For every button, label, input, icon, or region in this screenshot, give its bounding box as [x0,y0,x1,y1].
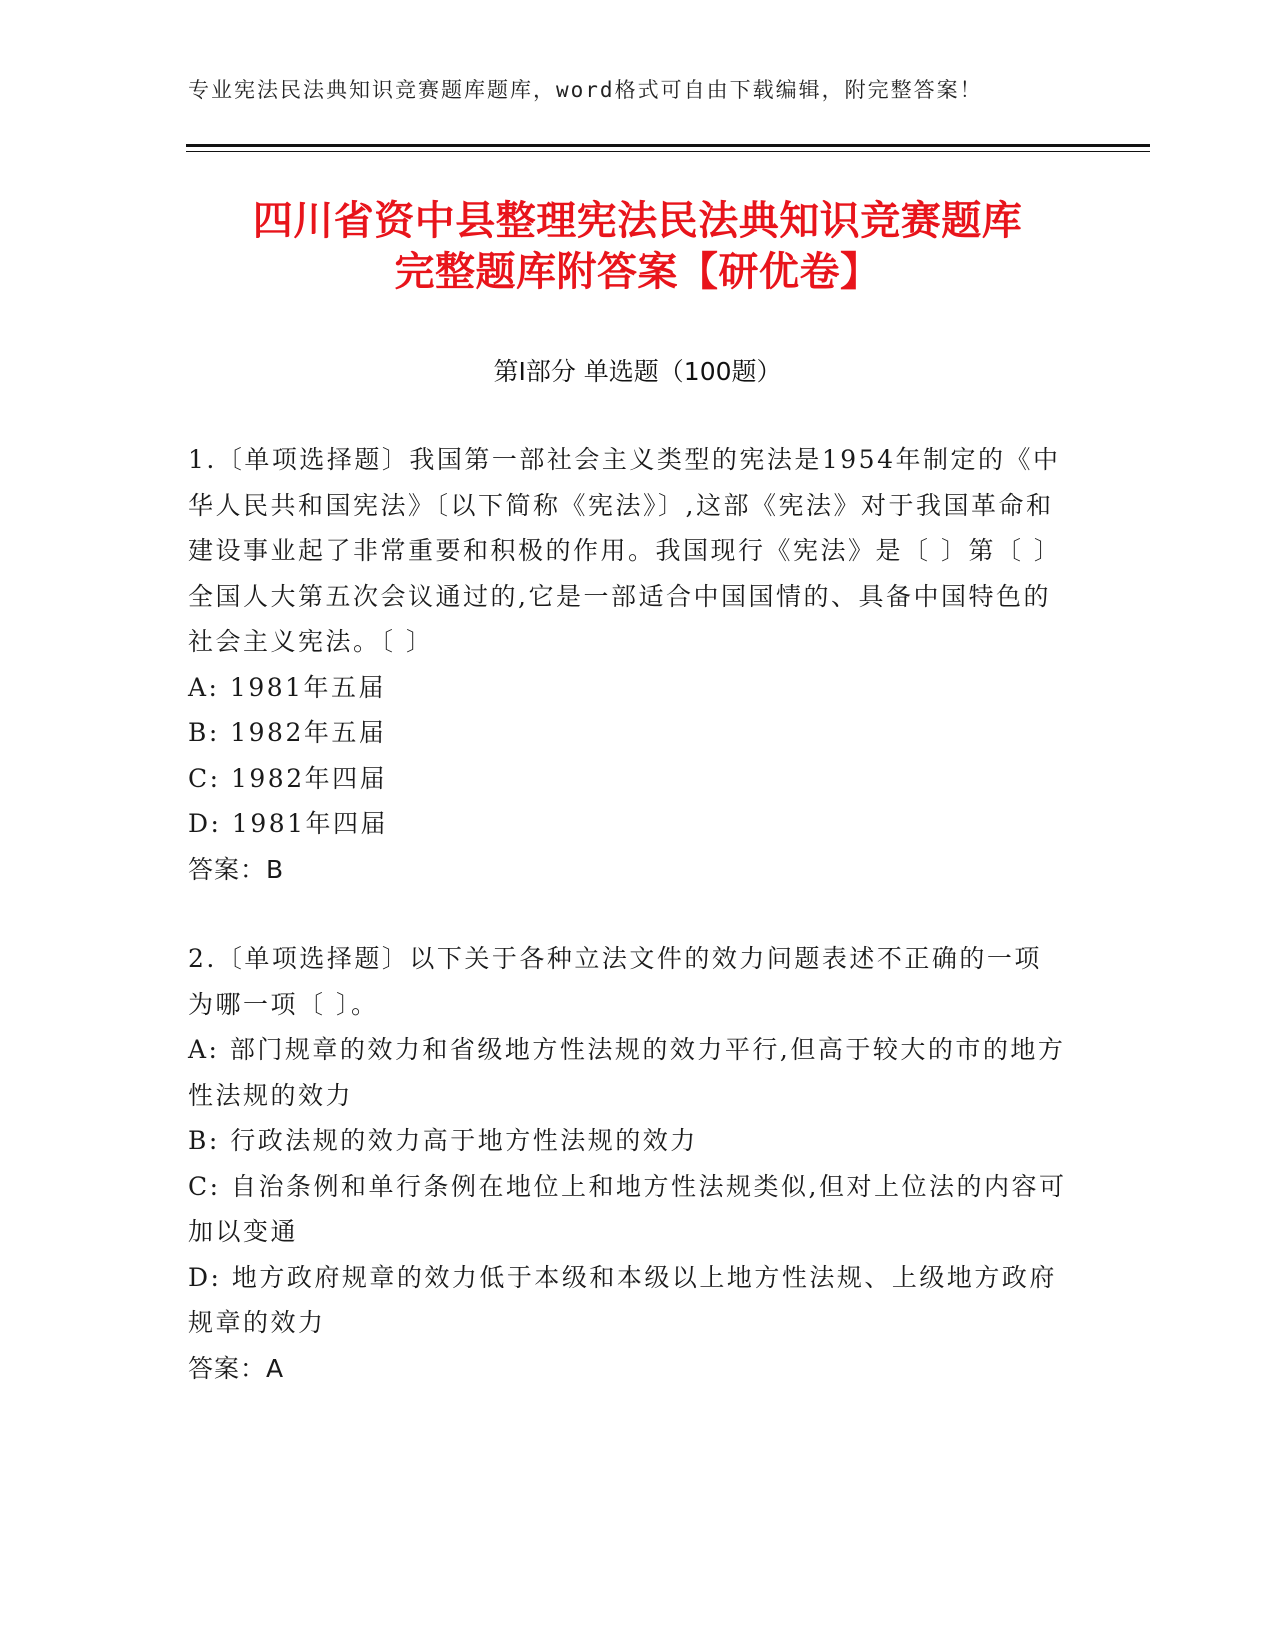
question-1 [188,437,1068,892]
header-rule-thick [186,144,1150,147]
question-list [188,437,1068,1391]
option-b: B: 1982年五届 [188,718,387,747]
option-c: C: 1982年四届 [188,763,388,793]
section-title: 第Ⅰ部分 单选题（100题） [493,357,782,386]
document-title [150,196,1125,298]
answer: 答案：B [188,854,285,884]
option-c: C: 自治条例和单行条例在地位上和地方性法规类似,但对上位法的内容可加以变通 [188,1171,1067,1246]
document-title-line-2: 完整题库附答案【研优卷】 [394,249,881,295]
page-header-text: 专业宪法民法典知识竞赛题库题库，word格式可自由下载编辑，附完整答案！ [188,78,983,102]
option-d: D: 地方政府规章的效力低于本级和本级以上地方性法规、上级地方政府规章的效力 [188,1262,1057,1337]
header-rule-thin [186,151,1150,152]
option-a: A: 1981年五届 [188,672,387,702]
option-b: B: 行政法规的效力高于地方性法规的效力 [188,1126,698,1155]
document-title-line-1: 四川省资中县整理宪法民法典知识竞赛题库 [252,198,1023,244]
answer: 答案：A [188,1353,285,1383]
question-stem: 2.〔单项选择题〕以下关于各种立法文件的效力问题表述不正确的一项为哪一项〔 〕。 [188,944,1042,1019]
option-a: A: 部门规章的效力和省级地方性法规的效力平行,但高于较大的市的地方性法规的效力 [188,1035,1066,1110]
question-2 [188,936,1068,1391]
option-d: D: 1981年四届 [188,809,389,838]
question-stem: 1.〔单项选择题〕我国第一部社会主义类型的宪法是1954年制定的《中华人民共和国宪法》〔以下简称《宪法》〕,这部《宪法》对于我国革命和建设事业起了非常重要和积极的作用。我国现行《宪法》是〔 〕第〔 〕全国人大第五次会议通过的,它是一部适合中国国情的、具备中国特色的社会主义宪法。〔 〕 [188,445,1062,656]
